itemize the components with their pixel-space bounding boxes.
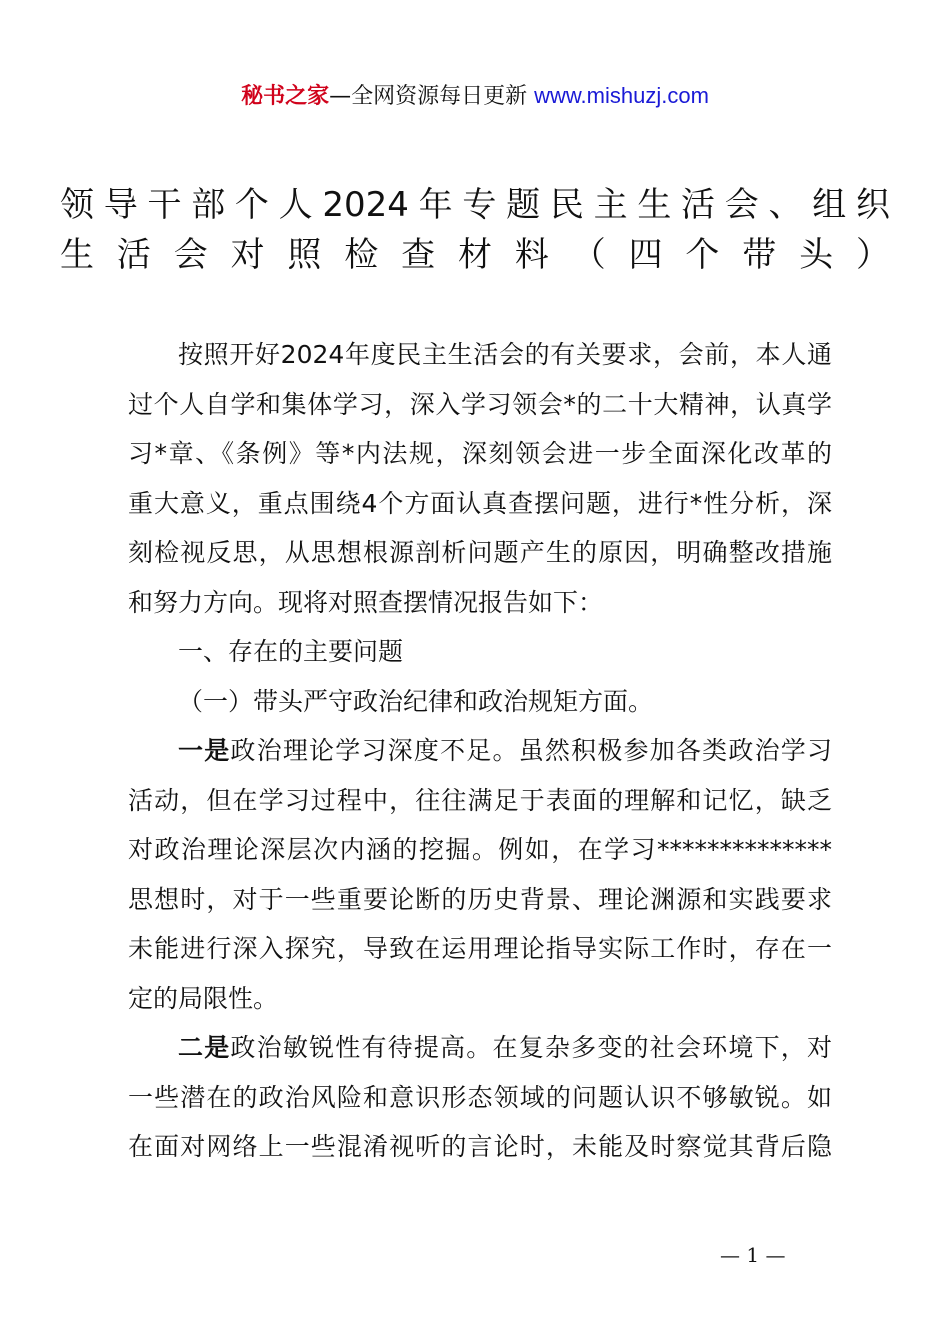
- paragraph-line: 一些潜在的政治风险和意识形态领域的问题认识不够敏锐。如: [128, 1082, 832, 1112]
- intro-paragraph: [128, 330, 832, 627]
- title-line-1: 领导干部个人2024年专题民主生活会、组织: [60, 185, 890, 225]
- paragraph-line: 定的局限性。: [128, 983, 279, 1013]
- paragraph-line: 过个人自学和集体学习，深入学习领会*的二十大精神，认真学: [128, 389, 832, 419]
- paragraph-text: 政治理论学习深度不足。虽然积极参加各类政治学习: [230, 736, 832, 765]
- point-label: 二是: [178, 1033, 231, 1062]
- point-two-paragraph: [128, 1023, 832, 1172]
- document-title: [60, 180, 890, 280]
- paragraph-line: 思想时，对于一些重要论断的历史背景、理论渊源和实践要求: [128, 884, 832, 914]
- site-url-link[interactable]: www.mishuzj.com: [534, 83, 709, 108]
- paragraph-line: 对政治理论深层次内涵的挖掘。例如，在学习**************: [128, 835, 832, 864]
- site-header: [0, 80, 950, 113]
- paragraph-line: 和努力方向。现将对照查摆情况报告如下：: [128, 587, 604, 617]
- point-label: 一是: [178, 736, 231, 765]
- paragraph-line: 活动，但在学习过程中，往往满足于表面的理解和记忆，缺乏: [128, 785, 832, 815]
- paragraph-line: 习*章、《条例》等*内法规，深刻领会进一步全面深化改革的: [128, 439, 832, 468]
- document-body: [128, 330, 832, 1172]
- paragraph-line: 未能进行深入探究，导致在运用理论指导实际工作时，存在一: [128, 934, 832, 963]
- paragraph-line: 重大意义，重点围绕4个方面认真查摆问题，进行*性分析，深: [128, 488, 832, 518]
- paragraph-text: 政治敏锐性有待提高。在复杂多变的社会环境下，对: [230, 1033, 832, 1062]
- section-subheading: （一）带头严守政治纪律和政治规矩方面。: [178, 686, 654, 716]
- paragraph-line: 按照开好2024年度民主生活会的有关要求，会前，本人通: [178, 340, 832, 369]
- title-line-2: 生活会对照检查材料（四个带头）: [60, 235, 890, 275]
- section-heading: 一、存在的主要问题: [178, 637, 404, 666]
- paragraph-line: [128, 1023, 832, 1073]
- paragraph-line: 在面对网络上一些混淆视听的言论时，未能及时察觉其背后隐: [128, 1132, 832, 1161]
- page-number: — 1 —: [720, 1243, 786, 1267]
- paragraph-line: [128, 726, 832, 776]
- site-brand: 秘书之家: [241, 84, 330, 109]
- paragraph-line: 刻检视反思，从思想根源剖析问题产生的原因，明确整改措施: [128, 538, 832, 567]
- site-tagline: —全网资源每日更新: [329, 84, 535, 109]
- point-one-paragraph: [128, 726, 832, 1023]
